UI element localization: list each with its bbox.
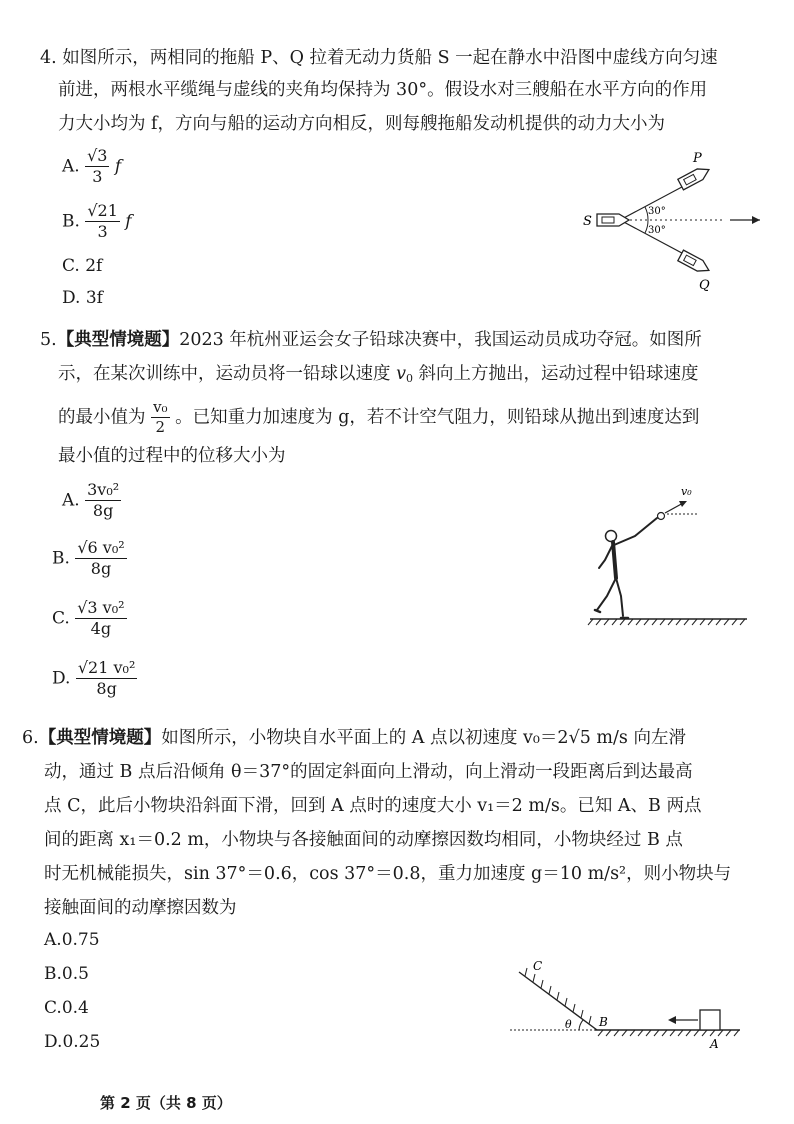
q5-option-b[interactable]: B. $\frac{\text{√6 v₀²}}{8g}$ xyxy=(52,538,125,578)
q5-line-1: 5.【典型情境题】2023 年杭州亚运会女子铅球决赛中，我国运动员成功夺冠。如图所 xyxy=(40,330,702,350)
q5-line-4: 最小值的过程中的位移大小为 xyxy=(58,446,286,466)
q5-shot-put-diagram xyxy=(585,480,755,630)
q6-line-2: 动，通过 B 点后沿倾角 θ＝37°的固定斜面向上滑动，向上滑动一段距离后到达最高 xyxy=(44,762,693,782)
q5-tag: 【典型情境题】 xyxy=(56,330,180,350)
boat-p-icon xyxy=(678,164,712,190)
q4-option-c[interactable]: C. 2f xyxy=(62,256,103,276)
left-arrow-icon xyxy=(668,1016,676,1024)
q4-option-a[interactable]: A. $\frac{√3}{3}$ f xyxy=(62,146,122,186)
q4-line-2: 前进，两根水平缆绳与虚线的夹角均保持为 30°。假设水对三艘船在水平方向的作用 xyxy=(58,80,708,100)
theta-arc xyxy=(579,1020,583,1030)
shot-ball-icon xyxy=(658,513,665,520)
label-b: B xyxy=(599,1015,608,1029)
q6-line-4: 间的距离 x₁＝0.2 m，小物块与各接触面间的动摩擦因数均相同，小物块经过 B 点 xyxy=(44,830,683,850)
q6-line-5: 时无机械能损失，sin 37°＝0.6，cos 37°＝0.8，重力加速度 g＝10 m/s²，则小物块与 xyxy=(44,864,732,884)
boat-q-icon xyxy=(678,250,712,276)
angle-bottom-label: 30° xyxy=(648,225,666,236)
q6-option-b[interactable]: B.0.5 xyxy=(44,964,89,984)
ground-hatching xyxy=(588,619,745,625)
label-v0: v₀ xyxy=(681,485,692,498)
q5-option-a[interactable]: A. $\frac{\text{3v₀²}}{8g}$ xyxy=(62,480,120,520)
arrow-head-icon xyxy=(752,216,760,224)
label-q: Q xyxy=(699,278,710,293)
q5-option-d[interactable]: D. $\frac{\text{√21 v₀²}}{8g}$ xyxy=(52,658,136,698)
block-icon xyxy=(700,1010,720,1030)
q4-option-b[interactable]: B. $\frac{√21}{3}$ f xyxy=(62,201,132,241)
q6-line-6: 接触面间的动摩擦因数为 xyxy=(44,898,237,918)
label-theta: θ xyxy=(565,1018,572,1031)
q6-option-a[interactable]: A.0.75 xyxy=(44,930,100,950)
q5-line-2: 示，在某次训练中，运动员将一铅球以速度 $v_0$ 斜向上方抛出，运动过程中铅球速度 xyxy=(58,364,699,385)
q4-line-3: 力大小均为 f，方向与船的运动方向相反，则每艘拖船发动机提供的动力大小为 xyxy=(58,114,666,134)
q5-line-3: 的最小值为 $\frac{\text{v₀}}{2}$ 。已知重力加速度为 g，若不计空气阻力，则铅球从抛出到速度达到 xyxy=(58,398,700,436)
athlete-icon xyxy=(595,518,657,618)
q5-option-c[interactable]: C. $\frac{\text{√3 v₀²}}{4g}$ xyxy=(52,598,125,638)
q4-tugboat-diagram xyxy=(575,148,775,293)
incline-surface xyxy=(519,972,597,1030)
floor-hatching xyxy=(598,1030,739,1036)
incline-hatching xyxy=(525,968,591,1024)
q4-line-1: 4. 如图所示，两相同的拖船 P、Q 拉着无动力货船 S 一起在静水中沿图中虚线方向匀速 xyxy=(40,48,718,68)
q6-tag: 【典型情境题】 xyxy=(38,728,162,748)
q6-line-1: 6.【典型情境题】如图所示，小物块自水平面上的 A 点以初速度 v₀＝2√5 m/s 向左滑 xyxy=(22,728,686,748)
label-p: P xyxy=(693,151,702,166)
label-s: S xyxy=(583,214,592,229)
q4-option-d[interactable]: D. 3f xyxy=(62,288,103,308)
q6-incline-diagram xyxy=(505,958,750,1053)
label-c: C xyxy=(533,959,543,973)
q6-option-c[interactable]: C.0.4 xyxy=(44,998,89,1018)
angle-top-label: 30° xyxy=(648,206,666,217)
q6-option-d[interactable]: D.0.25 xyxy=(44,1032,101,1052)
label-a: A xyxy=(710,1037,719,1051)
q6-line-3: 点 C，此后小物块沿斜面下滑，回到 A 点时的速度大小 v₁＝2 m/s。已知 A、B 两点 xyxy=(44,796,702,816)
page-footer: 第 2 页（共 8 页） xyxy=(100,1094,232,1112)
